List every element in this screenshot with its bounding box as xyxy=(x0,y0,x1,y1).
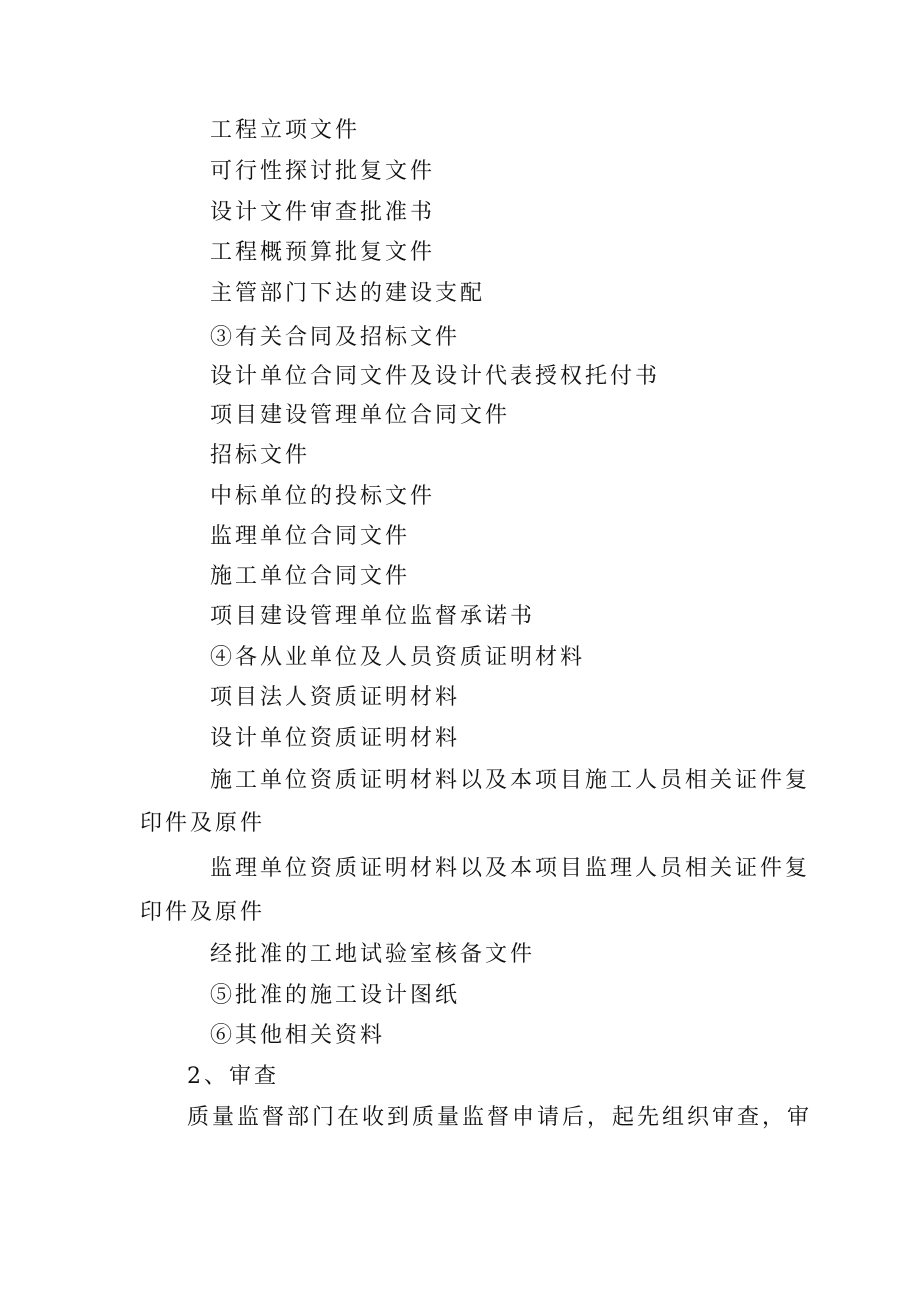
text-line: 项目建设管理单位监督承诺书 xyxy=(210,604,536,629)
text-line: ⑤批准的施工设计图纸 xyxy=(210,983,461,1008)
text-line: 设计单位资质证明材料 xyxy=(210,726,461,751)
text-line: 项目建设管理单位合同文件 xyxy=(210,403,511,428)
text-line: 印件及原件 xyxy=(140,900,266,925)
text-line: 招标文件 xyxy=(210,443,311,468)
text-line: 工程立项文件 xyxy=(210,118,361,143)
text-line: 印件及原件 xyxy=(140,811,266,836)
text-line: ⑥其他相关资料 xyxy=(210,1023,386,1048)
text-line: ③有关合同及招标文件 xyxy=(210,325,461,350)
section-heading: 2、审查 xyxy=(187,1064,279,1089)
text-line: 施工单位资质证明材料以及本项目施工人员相关证件复 xyxy=(210,768,811,793)
text-line: 项目法人资质证明材料 xyxy=(210,685,461,710)
text-line: 监理单位合同文件 xyxy=(210,524,411,549)
text-line: 可行性探讨批复文件 xyxy=(210,159,436,184)
text-line: 中标单位的投标文件 xyxy=(210,484,436,509)
text-line: 施工单位合同文件 xyxy=(210,564,411,589)
text-line: 设计单位合同文件及设计代表授权托付书 xyxy=(210,364,661,389)
text-line: 监理单位资质证明材料以及本项目监理人员相关证件复 xyxy=(210,856,811,881)
text-line: 设计文件审查批准书 xyxy=(210,200,436,225)
text-line: 主管部门下达的建设支配 xyxy=(210,281,486,306)
text-line: ④各从业单位及人员资质证明材料 xyxy=(210,645,586,670)
text-line: 经批准的工地试验室核备文件 xyxy=(210,942,536,967)
text-line: 质量监督部门在收到质量监督申请后，起先组织审查，审 xyxy=(187,1105,813,1130)
text-line: 工程概预算批复文件 xyxy=(210,240,436,265)
